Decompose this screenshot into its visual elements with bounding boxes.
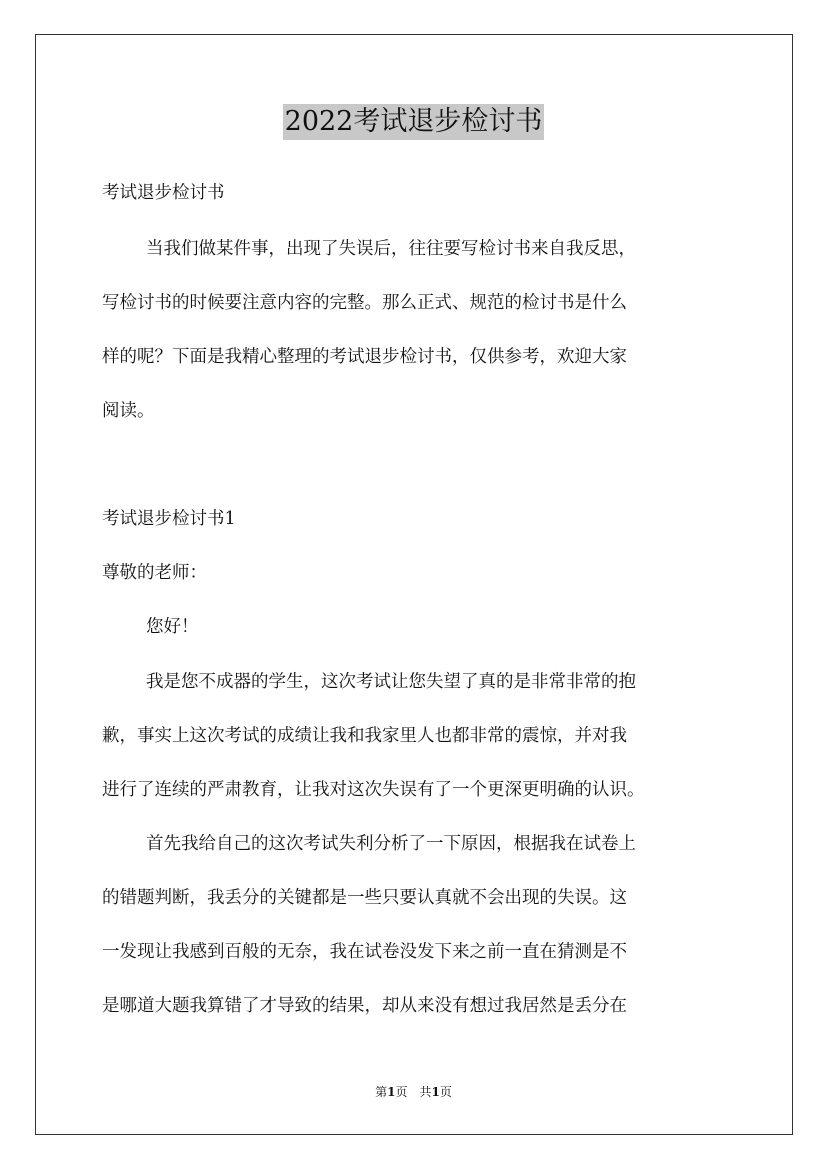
salutation: 尊敬的老师： <box>102 563 207 583</box>
intro-line: 阅读。 <box>102 401 155 421</box>
paragraph1-line: 进行了连续的严肃教育，让我对这次失误有了一个更深更明确的认识。 <box>102 780 645 800</box>
footer-page-total: 1 <box>431 1085 440 1099</box>
title-wrap <box>0 104 827 140</box>
document-subtitle: 考试退步检讨书 <box>102 183 225 203</box>
paragraph1-line: 我是您不成器的学生，这次考试让您失望了真的是非常非常的抱 <box>146 672 636 692</box>
paragraph2-line: 一发现让我感到百般的无奈，我在试卷没发下来之前一直在猜测是不 <box>102 942 627 962</box>
footer-page-current: 1 <box>387 1085 396 1099</box>
intro-line: 写检讨书的时候要注意内容的完整。那么正式、规范的检讨书是什么 <box>102 293 627 313</box>
paragraph2-line: 首先我给自己的这次考试失利分析了一下原因，根据我在试卷上 <box>146 834 636 854</box>
page-footer <box>0 1084 827 1100</box>
paragraph2-line: 的错题判断，我丢分的关键都是一些只要认真就不会出现的失误。这 <box>102 888 627 908</box>
intro-line: 样的呢？下面是我精心整理的考试退步检讨书，仅供参考，欢迎大家 <box>102 347 627 367</box>
footer-suffix: 页 <box>439 1085 452 1099</box>
paragraph1-line: 歉，事实上这次考试的成绩让我和我家里人也都非常的震惊，并对我 <box>102 726 627 746</box>
section-heading: 考试退步检讨书1 <box>102 509 236 529</box>
greeting: 您好！ <box>146 617 199 637</box>
document-title: 2022考试退步检讨书 <box>283 104 545 140</box>
paragraph2-line: 是哪道大题我算错了才导致的结果，却从来没有想过我居然是丢分在 <box>102 996 627 1016</box>
intro-line: 当我们做某件事，出现了失误后，往往要写检讨书来自我反思， <box>146 239 636 259</box>
footer-prefix: 第 <box>375 1085 388 1099</box>
footer-mid: 页 共 <box>395 1085 432 1099</box>
